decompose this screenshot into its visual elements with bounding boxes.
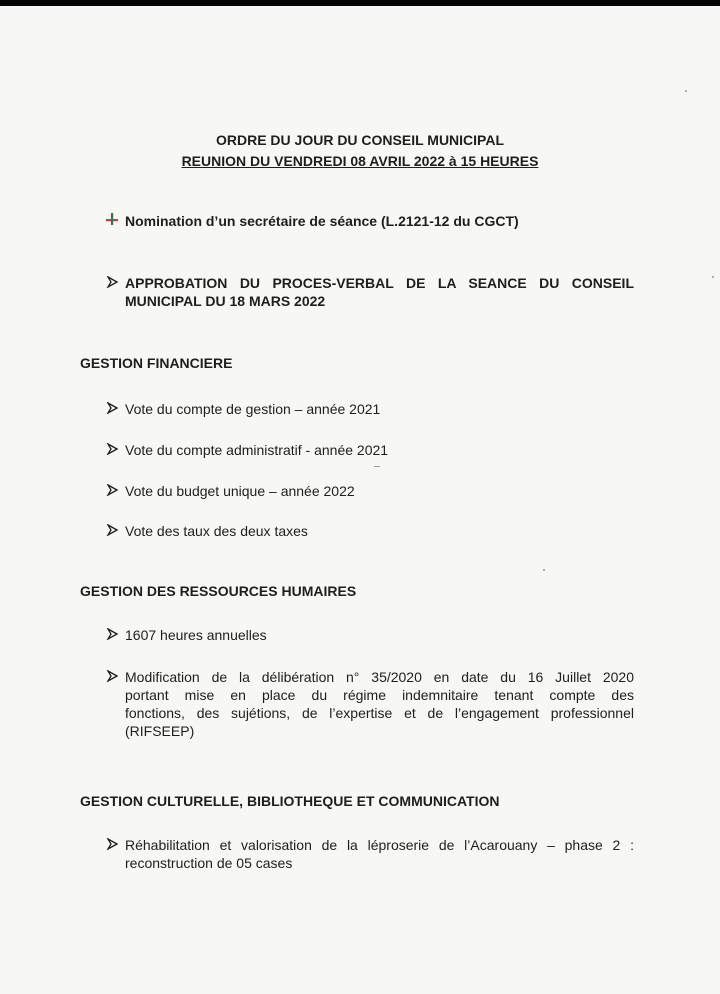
list-item-leproserie	[125, 836, 634, 872]
document-page	[0, 6, 720, 994]
list-item	[125, 522, 308, 540]
section-title-financiere: GESTION FINANCIERE	[80, 355, 233, 371]
page-title	[0, 130, 720, 172]
arrowhead-bullet-icon	[103, 668, 121, 686]
list-item-text: Vote du compte de gestion – année 2021	[125, 401, 381, 417]
nomination-text: Nomination d’un secrétaire de séance (L.2121-12 du CGCT)	[125, 213, 519, 229]
scan-speck	[374, 466, 380, 467]
rifseep-line-2: portant mise en place du régime indemnitaire tenant compte des	[125, 687, 634, 703]
list-item-text: Vote des taux des deux taxes	[125, 523, 308, 539]
title-line-2: REUNION DU VENDREDI 08 AVRIL 2022 à 15 HEURES	[181, 153, 539, 169]
arrowhead-bullet-icon	[103, 274, 121, 292]
agenda-item-nomination	[125, 212, 519, 230]
rifseep-line-3: fonctions, des sujétions, de l’expertise et de l’engagement professionnel	[125, 705, 634, 721]
scan-speck	[543, 569, 545, 571]
leproserie-line-1: Réhabilitation et valorisation de la léproserie de l’Acarouany – phase 2 :	[125, 837, 634, 853]
list-item-text: 1607 heures annuelles	[125, 627, 267, 643]
agenda-item-approbation	[125, 274, 634, 310]
title-line-1: ORDRE DU JOUR DU CONSEIL MUNICIPAL	[215, 132, 505, 148]
arrowhead-bullet-icon	[103, 836, 121, 854]
scan-speck	[712, 276, 714, 278]
list-item	[125, 400, 380, 418]
arrowhead-bullet-icon	[103, 441, 121, 459]
arrowhead-bullet-icon	[103, 482, 121, 500]
section-title-culture: GESTION CULTURELLE, BIBLIOTHEQUE ET COMMUNICATION	[80, 793, 500, 809]
list-item-text: Vote du compte administratif - année 2021	[125, 442, 389, 458]
rifseep-line-4: (RIFSEEP)	[125, 723, 195, 739]
plus-cross-icon	[103, 212, 121, 230]
list-item	[125, 626, 267, 644]
list-item-text: Vote du budget unique – année 2022	[125, 483, 355, 499]
scan-speck	[685, 90, 687, 92]
leproserie-line-2: reconstruction de 05 cases	[125, 855, 293, 871]
rifseep-line-1: Modification de la délibération n° 35/2020 en date du 16 Juillet 2020	[125, 669, 634, 685]
section-title-rh: GESTION DES RESSOURCES HUMAIRES	[80, 583, 357, 599]
approbation-line-1: APPROBATION DU PROCES-VERBAL DE LA SEANCE DU CONSEIL	[125, 275, 634, 291]
arrowhead-bullet-icon	[103, 522, 121, 540]
arrowhead-bullet-icon	[103, 626, 121, 644]
approbation-line-2: MUNICIPAL DU 18 MARS 2022	[125, 293, 326, 309]
list-item-rifseep	[125, 668, 634, 740]
list-item	[125, 441, 388, 459]
arrowhead-bullet-icon	[103, 400, 121, 418]
list-item	[125, 482, 355, 500]
